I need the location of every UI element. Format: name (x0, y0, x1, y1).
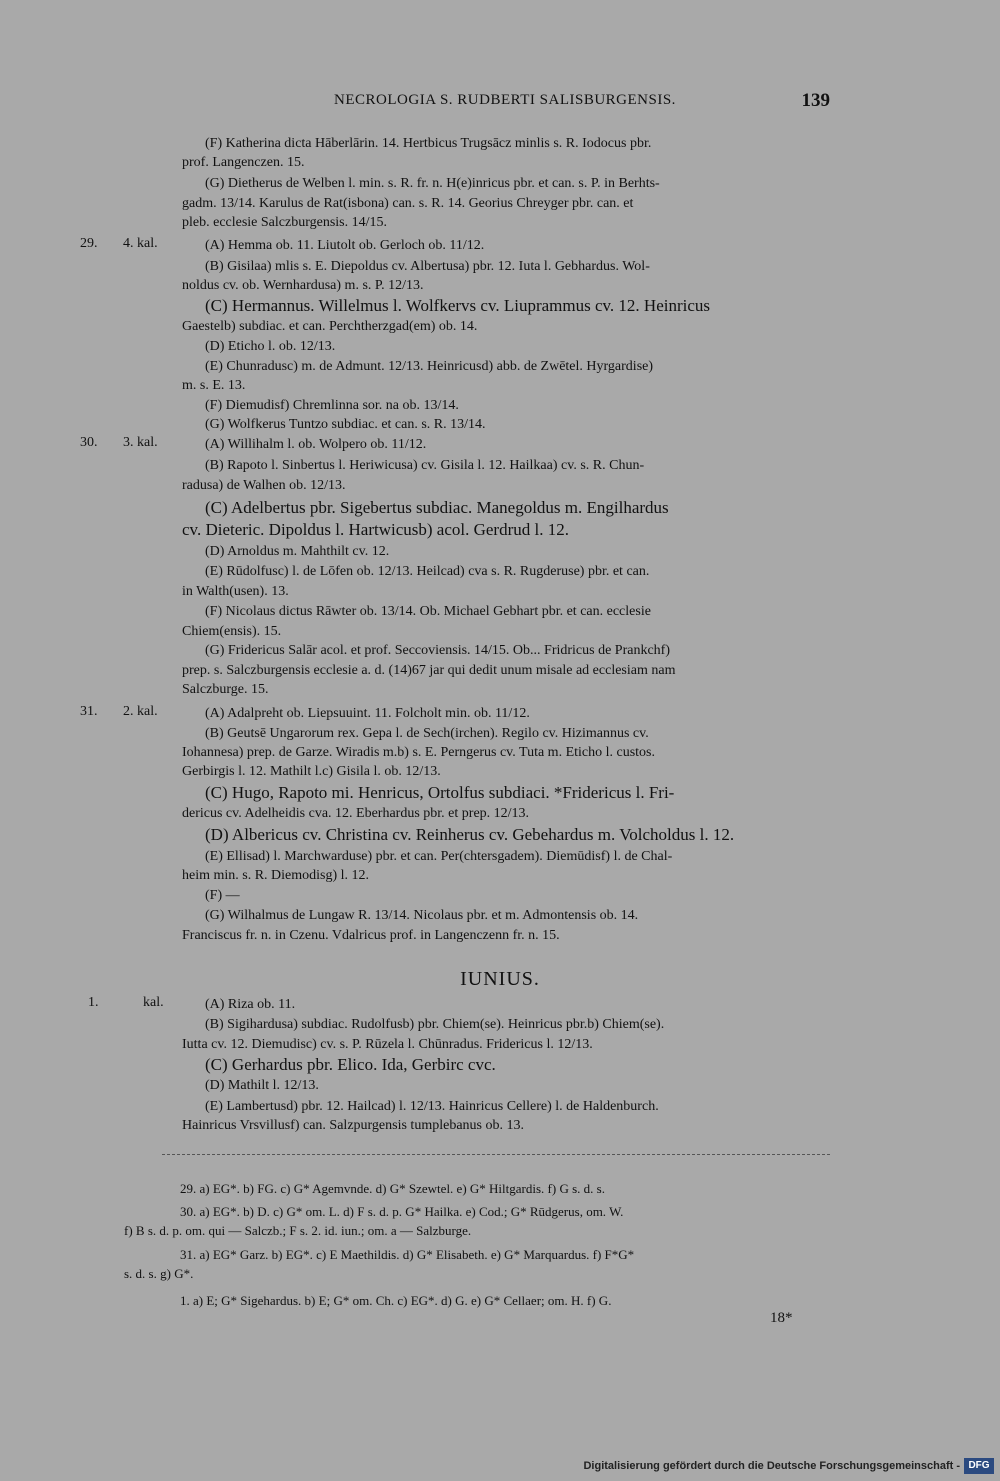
entry-line: (C) Adelbertus pbr. Sigebertus subdiac. Manegoldus m. Engilhardus (205, 498, 669, 517)
page-number: 139 (801, 90, 830, 111)
entry-line: m. s. E. 13. (182, 378, 246, 393)
footnote-line: 1. a) E; G* Sigehardus. b) E; G* om. Ch. c) EG*. d) G. e) G* Cellaer; om. H. f) G. (180, 1293, 612, 1308)
entry-line: pleb. ecclesie Salczburgensis. 14/15. (182, 215, 388, 230)
entry-line: (F) — (205, 888, 240, 903)
date-number: 1. (88, 995, 99, 1010)
entry-line: (E) Chunradusc) m. de Admunt. 12/13. Heinricusd) abb. de Zwētel. Hyrgardise) (205, 359, 654, 374)
entry-line: (B) Sigihardusa) subdiac. Rudolfusb) pbr. Chiem(se). Heinricus pbr.b) Chiem(se). (205, 1017, 665, 1032)
entry-line: (E) Ellisad) l. Marchwarduse) pbr. et can. Per(chtersgadem). Diemūdisf) l. de Chal- (205, 849, 673, 864)
entry-line: (E) Rūdolfusc) l. de Lōfen ob. 12/13. Heilcad) cva s. R. Rugderuse) pbr. et can. (205, 564, 650, 579)
entry-line: (F) Katherina dicta Hāberlārin. 14. Hertbicus Trugsācz minlis s. R. Iodocus pbr. (205, 136, 652, 151)
entry-line: (D) Eticho l. ob. 12/13. (205, 339, 336, 354)
date-number: 30. (80, 435, 98, 450)
entry-line: (D) Albericus cv. Christina cv. Reinherus cv. Gebehardus m. Volcholdus l. 12. (205, 825, 735, 844)
footnote-line: 30. a) EG*. b) D. c) G* om. L. d) F s. d. p. G* Hailka. e) Cod.; G* Rūdgerus, om. W. (180, 1204, 624, 1219)
entry-line: gadm. 13/14. Karulus de Rat(isbona) can. s. R. 14. Georius Chreyger pbr. can. et (182, 196, 634, 211)
entry-line: (G) Dietherus de Welben l. min. s. R. fr. n. H(e)inricus pbr. et can. s. P. in Berhts- (205, 176, 660, 191)
entry-line: (A) Willihalm l. ob. Wolpero ob. 11/12. (205, 437, 427, 452)
entry-line: Iohannesa) prep. de Garze. Wiradis m.b) s. E. Perngerus cv. Tuta m. Eticho l. custos. (182, 745, 655, 760)
entry-line: (A) Hemma ob. 11. Liutolt ob. Gerloch ob. 11/12. (205, 238, 485, 253)
entry-line: Salczburge. 15. (182, 682, 269, 697)
entry-line: (G) Fridericus Salār acol. et prof. Seccoviensis. 14/15. Ob... Fridricus de Prankchf) (205, 643, 670, 658)
entry-line: (D) Arnoldus m. Mahthilt cv. 12. (205, 544, 390, 559)
date-kalends: 4. kal. (123, 236, 158, 251)
entry-line: in Walth(usen). 13. (182, 584, 289, 599)
funding-notice: Digitalisierung gefördert durch die Deutsche Forschungsgemeinschaft - (583, 1460, 960, 1472)
footnote-line: 31. a) EG* Garz. b) EG*. c) E Maethildis. d) G* Elisabeth. e) G* Marquardus. f) F*G* (180, 1247, 635, 1262)
entry-line: Chiem(ensis). 15. (182, 624, 282, 639)
dfg-logo-icon: DFG (964, 1458, 994, 1474)
entry-line: radusa) de Walhen ob. 12/13. (182, 478, 346, 493)
sheet-signature: 18* (770, 1310, 793, 1326)
footnote-line: s. d. s. g) G*. (124, 1266, 194, 1281)
page-header (180, 92, 830, 116)
footnote-line: f) B s. d. p. om. qui — Salczb.; F s. 2. id. iun.; om. a — Salzburge. (124, 1223, 472, 1238)
footnote-divider (162, 1154, 830, 1155)
entry-line: (F) Diemudisf) Chremlinna sor. na ob. 13/14. (205, 398, 459, 413)
entry-line: prep. s. Salczburgensis ecclesie a. d. (14)67 jar qui dedit unum misale ad ecclesiam nam (182, 663, 676, 678)
entry-line: Gerbirgis l. 12. Mathilt l.c) Gisila l. ob. 12/13. (182, 764, 441, 779)
entry-line: prof. Langenczen. 15. (182, 155, 305, 170)
entry-line: (D) Mathilt l. 12/13. (205, 1078, 319, 1093)
entry-line: Gaestelb) subdiac. et can. Perchtherzgad(em) ob. 14. (182, 319, 478, 334)
entry-line: cv. Dieteric. Dipoldus l. Hartwicusb) acol. Gerdrud l. 12. (182, 520, 569, 539)
entry-line: (B) Gisilaa) mlis s. E. Diepoldus cv. Albertusa) pbr. 12. Iuta l. Gebhardus. Wol- (205, 259, 650, 274)
entry-line: (F) Nicolaus dictus Rāwter ob. 13/14. Ob. Michael Gebhart pbr. et can. ecclesie (205, 604, 651, 619)
running-title: NECROLOGIA S. RUDBERTI SALISBURGENSIS. (334, 92, 676, 108)
date-kalends: 2. kal. (123, 704, 158, 719)
entry-line: (G) Wolfkerus Tuntzo subdiac. et can. s. R. 13/14. (205, 417, 486, 432)
footnote-line: 29. a) EG*. b) FG. c) G* Agemvnde. d) G* Szewtel. e) G* Hiltgardis. f) G s. d. s. (180, 1181, 605, 1196)
entry-line: (C) Gerhardus pbr. Elico. Ida, Gerbirc cvc. (205, 1055, 496, 1074)
entry-line: heim min. s. R. Diemodisg) l. 12. (182, 868, 370, 883)
digitization-footer (0, 1452, 1000, 1481)
entry-line: (A) Riza ob. 11. (205, 997, 296, 1012)
date-kalends: kal. (143, 995, 164, 1010)
entry-line: Iutta cv. 12. Diemudisc) cv. s. P. Rūzela l. Chūnradus. Fridericus l. 12/13. (182, 1037, 593, 1052)
entry-line: Hainricus Vrsvillusf) can. Salzpurgensis tumplebanus ob. 13. (182, 1118, 524, 1133)
entry-line: Franciscus fr. n. in Czenu. Vdalricus prof. in Langenczenn fr. n. 15. (182, 928, 560, 943)
entry-line: (B) Rapoto l. Sinbertus l. Heriwicusa) cv. Gisila l. 12. Hailkaa) cv. s. R. Chun- (205, 458, 645, 473)
entry-line: (C) Hugo, Rapoto mi. Henricus, Ortolfus subdiaci. *Fridericus l. Fri- (205, 783, 675, 802)
entry-line: (C) Hermannus. Willelmus l. Wolfkervs cv. Liuprammus cv. 12. Heinricus (205, 296, 711, 315)
date-number: 31. (80, 704, 98, 719)
entry-line: (A) Adalpreht ob. Liepsuuint. 11. Folcholt min. ob. 11/12. (205, 706, 530, 721)
entry-line: (E) Lambertusd) pbr. 12. Hailcad) l. 12/13. Hainricus Cellere) l. de Haldenburch. (205, 1099, 659, 1114)
entry-line: noldus cv. ob. Wernhardusa) m. s. P. 12/13. (182, 278, 424, 293)
date-number: 29. (80, 236, 98, 251)
month-heading: IUNIUS. (460, 968, 540, 990)
entry-line: (G) Wilhalmus de Lungaw R. 13/14. Nicolaus pbr. et m. Admontensis ob. 14. (205, 908, 639, 923)
entry-line: dericus cv. Adelheidis cva. 12. Eberhardus pbr. et prep. 12/13. (182, 806, 530, 821)
date-kalends: 3. kal. (123, 435, 158, 450)
entry-line: (B) Geutsē Ungarorum rex. Gepa l. de Sech(irchen). Regilo cv. Hizimannus cv. (205, 726, 649, 741)
